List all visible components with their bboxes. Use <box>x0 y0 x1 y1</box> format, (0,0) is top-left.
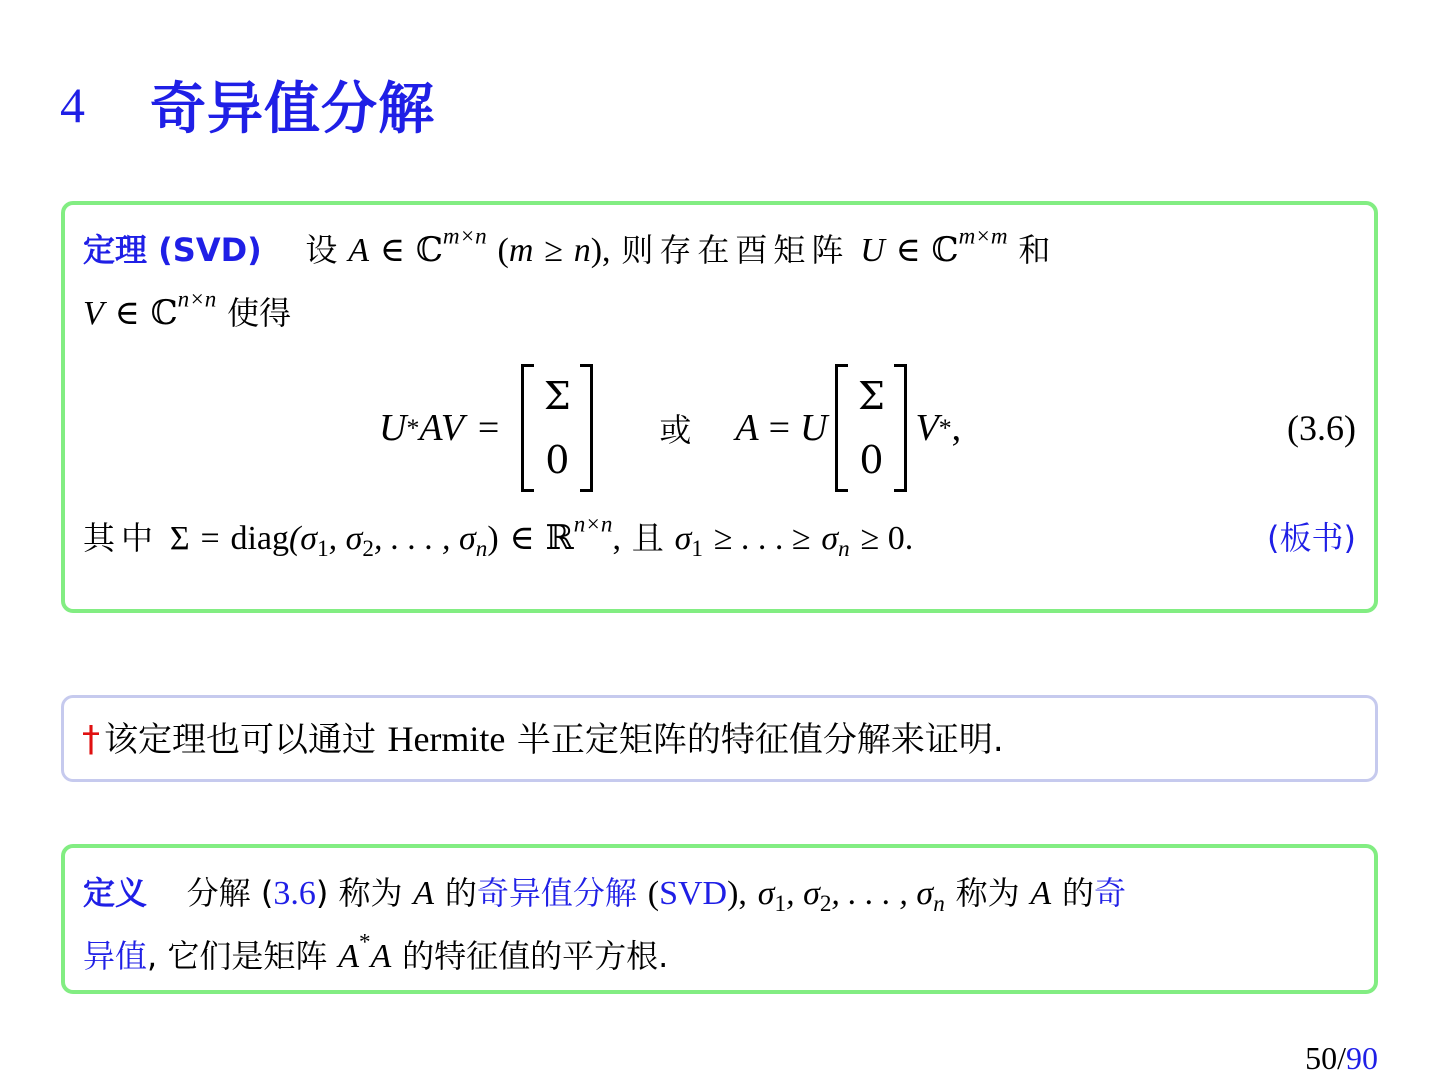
math-set: ℝ <box>545 520 574 557</box>
math-sup: m×n <box>442 223 487 250</box>
theorem-line-3 <box>83 507 1356 570</box>
math-var: Σ <box>169 520 190 557</box>
math-var: A <box>1030 875 1052 912</box>
definition-label: 定义 <box>83 874 148 912</box>
remark-text: 该定理也可以通过 <box>104 720 376 760</box>
definition-text: , 它们是矩阵 <box>147 937 328 975</box>
left-bracket <box>521 364 534 492</box>
definition-line-1 <box>83 862 1356 925</box>
display-equation <box>83 353 1356 503</box>
theorem-text: 和 <box>1018 231 1051 269</box>
equation-ref-link[interactable]: 3.6 <box>273 875 316 912</box>
term-singular-value: 异值 <box>83 937 148 975</box>
math-op: ∈ <box>379 232 405 269</box>
term-svd-abbrev: SVD <box>659 875 728 912</box>
board-note-link[interactable]: (板书) <box>1267 519 1356 557</box>
math-sub: 1 <box>691 535 703 562</box>
right-bracket <box>894 364 907 492</box>
dagger-mark: † <box>82 719 100 760</box>
block-matrix <box>521 364 593 492</box>
math-var: A <box>735 407 759 449</box>
math-var: (σ <box>288 520 318 557</box>
math-op: = <box>477 407 500 449</box>
math-sub: n <box>933 890 945 917</box>
math-var: V <box>83 295 104 332</box>
current-page: 50 <box>1305 1040 1338 1076</box>
math-punct: ( <box>497 232 509 269</box>
math-op: = <box>768 407 791 449</box>
theorem-label: 定理 (SVD) <box>83 231 262 269</box>
definition-text: ( <box>647 875 660 912</box>
math-punct: ) <box>487 520 499 557</box>
definition-line-2 <box>83 925 1356 988</box>
math-var: U <box>860 232 885 269</box>
math-op: ≥ <box>544 232 563 269</box>
definition-text: 称为 <box>955 874 1020 912</box>
definition-box <box>61 844 1378 994</box>
block-matrix <box>835 364 907 492</box>
math-var: m <box>508 232 534 269</box>
math-punct: ), <box>590 232 611 269</box>
math-var: , σ <box>786 875 820 912</box>
math-var: A <box>338 938 359 975</box>
theorem-line-1 <box>83 219 1356 282</box>
math-var: σ <box>821 520 839 557</box>
math-var: A <box>413 875 435 912</box>
equation-body: U * AV = Σ 0 或 A = U Σ 0 V * , <box>379 353 961 503</box>
term-svd: 奇异值分解 <box>476 874 637 912</box>
math-punct: , <box>612 520 621 557</box>
remark-box <box>61 695 1378 782</box>
total-pages-link[interactable]: 90 <box>1346 1040 1378 1076</box>
math-sub: n <box>838 535 850 562</box>
math-var: V <box>915 407 939 449</box>
math-sub: 2 <box>362 535 374 562</box>
matrix-column <box>848 364 894 492</box>
math-var: A <box>348 232 370 269</box>
math-set: ℂ <box>415 232 443 269</box>
math-sup: * <box>358 929 371 956</box>
math-op: ≥ . . . ≥ <box>713 520 811 557</box>
equation-or: 或 <box>659 411 692 449</box>
section-title: 奇异值分解 <box>150 77 435 142</box>
math-op: ∈ <box>114 295 140 332</box>
theorem-box <box>61 201 1378 613</box>
section-number: 4 <box>60 77 85 133</box>
math-sup: m×m <box>958 223 1008 250</box>
math-sup: n×n <box>573 511 613 538</box>
math-var: A <box>370 938 392 975</box>
definition-text: 的特征值的平方根. <box>402 937 669 975</box>
section-heading <box>60 60 435 150</box>
theorem-text: 使得 <box>227 294 292 332</box>
math-sup: n×n <box>177 286 217 313</box>
math-func: diag <box>230 520 289 557</box>
definition-text: 的 <box>444 874 477 912</box>
equation-number: (3.6) <box>1287 408 1356 448</box>
definition-text: ), <box>727 875 747 912</box>
math-punct: , <box>951 407 962 449</box>
term-singular-value: 奇 <box>1094 874 1127 912</box>
math-set: ℂ <box>150 295 178 332</box>
math-var: σ <box>674 520 692 557</box>
right-bracket <box>580 364 593 492</box>
matrix-entry: 0 <box>545 438 570 482</box>
math-var: AV <box>419 407 464 449</box>
matrix-entry: 0 <box>859 438 884 482</box>
left-bracket <box>835 364 848 492</box>
theorem-text: 则存在酉矩阵 <box>621 231 850 269</box>
theorem-text: 其中 <box>83 519 160 557</box>
math-sub: 2 <box>819 890 832 917</box>
math-var: , σ <box>328 520 363 557</box>
definition-text: 的 <box>1062 874 1095 912</box>
remark-line <box>82 706 1357 773</box>
remark-text: Hermite <box>387 719 506 759</box>
math-op: ∈ <box>509 520 535 557</box>
math-sub: 1 <box>317 535 329 562</box>
remark-text: 半正定矩阵的特征值分解来证明. <box>516 720 1004 760</box>
theorem-text: 设 <box>305 231 338 269</box>
math-op: ≥ 0. <box>860 520 914 557</box>
math-set: ℂ <box>931 232 959 269</box>
matrix-entry: Σ <box>858 374 885 418</box>
page-counter <box>1305 1040 1378 1077</box>
theorem-line-2 <box>83 282 1356 345</box>
math-var: , . . . , σ <box>831 875 934 912</box>
math-var: n <box>573 232 591 269</box>
definition-text: 分解 ( <box>186 874 274 912</box>
math-op: ∈ <box>895 232 921 269</box>
matrix-column <box>534 364 580 492</box>
math-sub: n <box>475 535 488 562</box>
math-sub: 1 <box>774 890 787 917</box>
math-var: , . . . , σ <box>373 520 476 557</box>
math-var: U <box>800 407 828 449</box>
math-var: σ <box>757 875 775 912</box>
math-var: U <box>379 407 407 449</box>
page-separator: / <box>1337 1040 1346 1076</box>
definition-text: ) 称为 <box>315 874 403 912</box>
math-op: = <box>200 520 220 557</box>
theorem-text: 且 <box>631 519 664 557</box>
matrix-entry: Σ <box>543 374 571 418</box>
